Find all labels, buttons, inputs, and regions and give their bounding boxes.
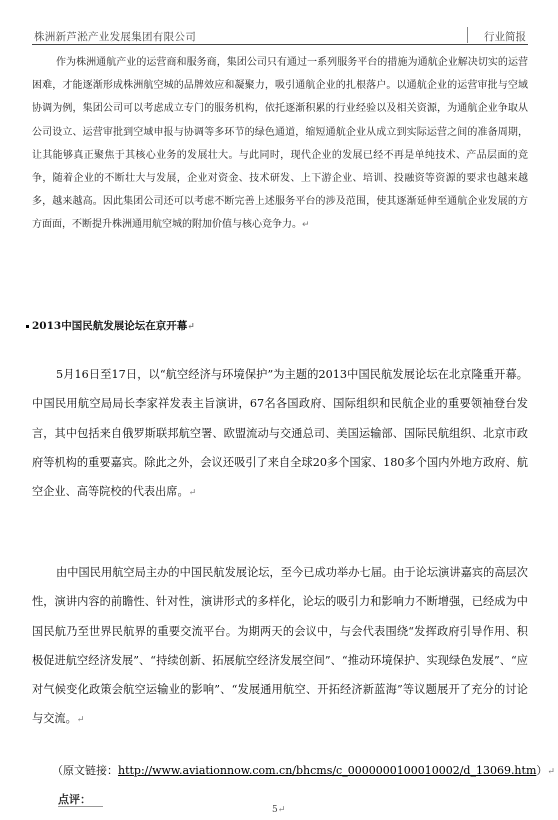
paragraph-forum-details [32,558,528,736]
source-suffix: ） [536,764,548,777]
source-link[interactable]: http://www.aviationnow.com.cn/bhcms/c_0000000100010002/d_13069.htm [118,764,537,777]
paragraph-mark-icon: ↵ [277,805,286,815]
comment-label-text: 点评： [58,793,91,806]
page-number-text: 5 [272,805,278,815]
section-heading [26,318,195,333]
header-divider [467,27,468,43]
paragraph-mark-icon: ↵ [187,322,195,332]
paragraph-service-platform [32,51,528,238]
source-prefix: （原文链接： [52,764,118,777]
page-header [32,26,528,45]
paragraph-text: 作为株洲通航产业的运营商和服务商，集团公司只有通过一系列服务平台的措施为通航企业解决切实的运营困难，才能逐渐形成株洲航空城的品牌效应和凝聚力，吸引通航企业的扎根落户。以通航企业的运营审批与空域协调为例，集团公司可以考虑成立专门的服务机构，依托逐渐积累的行业经验以及相关资源，为通航企业争取从公司设立、运营审批到空域申报与协调等多环节的绿色通道，缩短通航企业从成立到实际运营之间的准备周期，让其能够真正聚焦于其核心业务的发展壮大。与此同时，现代企业的发展已经不再是单纯技术、产品层面的竞争，随着企业的不断壮大与发展，企业对资金、技术研发、上下游企业、培训、投融资等资源的要求也越来越多，越来越高。因此集团公司还可以考虑不断完善上述服务平台的涉及范围，使其逐渐延伸至通航企业发展的方方面面，不断提升株洲通用航空城的附加价值与核心竞争力。 [32,57,528,231]
paragraph-mark-icon: ↵ [547,767,555,777]
header-section-name: 行业简报 [484,31,526,43]
paragraph-mark-icon: ↵ [188,488,197,499]
bullet-icon [26,325,29,328]
paragraph-mark-icon: ↵ [302,220,310,231]
paragraph-forum-opening [32,360,528,508]
comment-underline [58,806,103,807]
page-number [272,805,285,815]
paragraph-text: 由中国民用航空局主办的中国民航发展论坛，至今已成功举办七届。由于论坛演讲嘉宾的高层次性，演讲内容的前瞻性、针对性，演讲形式的多样化，论坛的吸引力和影响力不断增强，已经成为中国民航乃至世界民航界的重要交流平台。为期两天的会议中，与会代表围绕“发挥政府引导作用、积极促进航空经济发展”、“持续创新、拓展航空经济发展空间”、“推动环境保护、实现绿色发展”、“应对气候变化政策会航空运输业的影响”、“发展通用航空、开拓经济新蓝海”等议题展开了充分的讨论与交流。 [32,566,528,726]
paragraph-text: 5月16日至17日，以“航空经济与环境保护”为主题的2013中国民航发展论坛在北京隆重开幕。中国民用航空局局长李家祥发表主旨演讲，67名各国政府、国际组织和民航企业的重要领袖登台发言，其中包括来自俄罗斯联邦航空署、欧盟流动与交通总司、美国运输部、国际民航组织、北京市政府等机构的重要嘉宾。除此之外，会议还吸引了来自全球20多个国家、180多个国内外地方政府、航空企业、高等院校的代表出席。 [32,368,528,499]
header-company-name: 株洲新芦淞产业发展集团有限公司 [34,31,196,43]
section-title: 2013中国民航发展论坛在京开幕 [32,320,188,332]
comment-label [58,791,91,807]
paragraph-mark-icon: ↵ [76,715,85,726]
source-link-line [52,762,555,778]
